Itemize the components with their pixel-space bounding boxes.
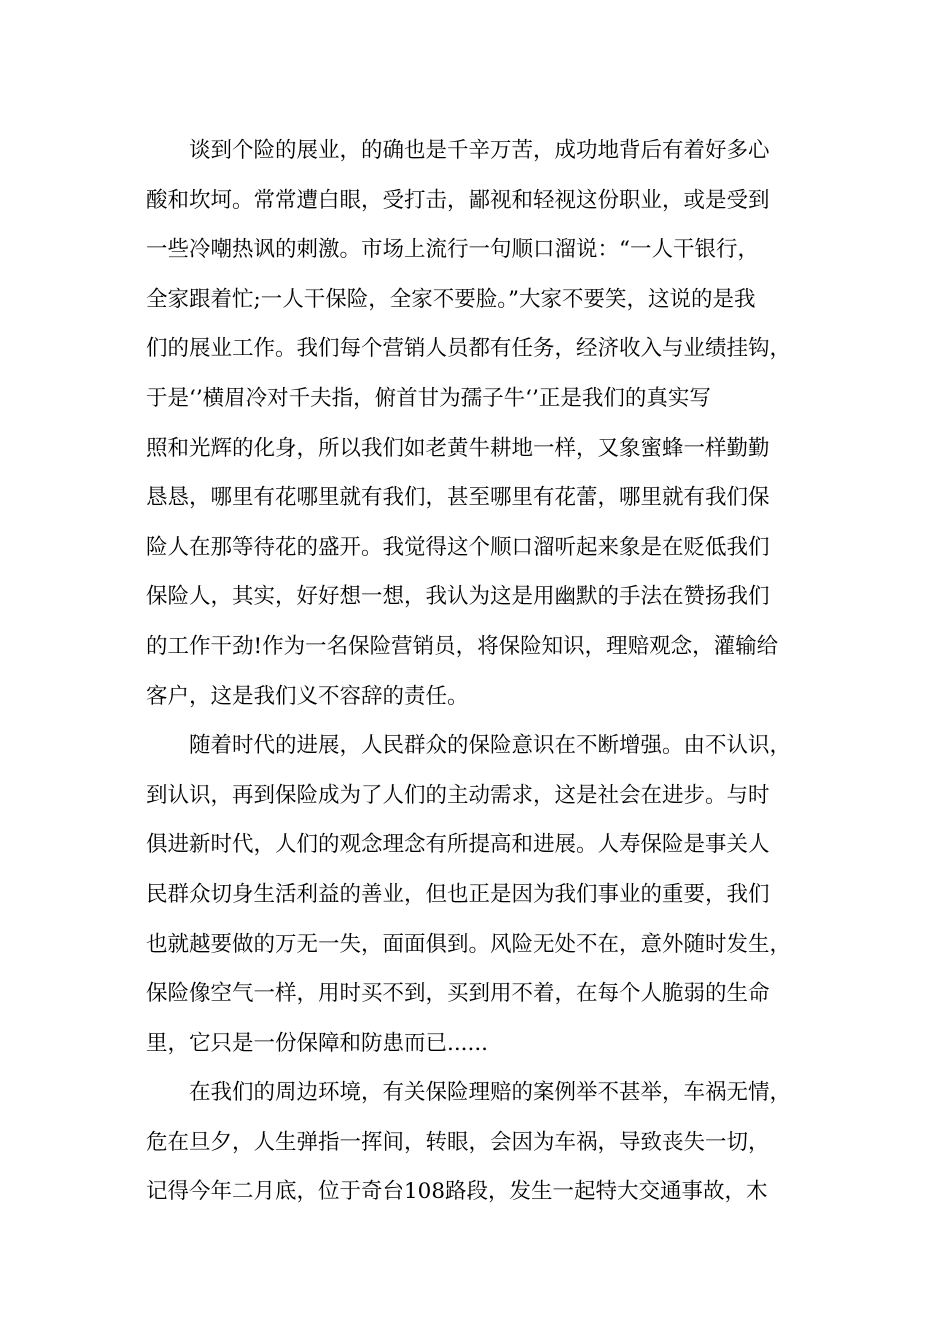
paragraph-1 — [146, 126, 816, 721]
text-line: 在我们的周边环境，有关保险理赔的案例举不甚举，车祸无情， — [189, 1080, 792, 1106]
text-line: 保险人，其实，好好想一想，我认为这是用幽默的手法在赞扬我们 — [146, 584, 770, 610]
text-line: 谈到个险的展业，的确也是千辛万苦，成功地背后有着好多心 — [189, 138, 770, 163]
text-line: 也就越要做的万无一失，面面俱到。风险无处不在，意外随时发生， — [146, 931, 792, 957]
text-line: 危在旦夕，人生弹指一挥间，转眼，会因为车祸，导致丧失一切， — [146, 1129, 770, 1155]
text-line: 随着时代的进展，人民群众的保险意识在不断增强。由不认识， — [189, 733, 792, 759]
text-line: 俱进新时代，人们的观念理念有所提高和进展。人寿保险是事关人 — [146, 832, 770, 858]
text-line: 险人在那等待花的盛开。我觉得这个顺口溜听起来象是在贬低我们 — [146, 534, 770, 560]
text-line: 们的展业工作。我们每个营销人员都有任务，经济收入与业绩挂钩， — [146, 336, 792, 362]
paragraph-3 — [146, 1068, 816, 1217]
text-line: 酸和坎坷。常常遭白眼，受打击，鄙视和轻视这份职业，或是受到 — [146, 187, 770, 213]
text-line: 恳恳，哪里有花哪里就有我们，甚至哪里有花蕾，哪里就有我们保 — [146, 485, 770, 511]
text-line: 全家跟着忙;一人干保险，全家不要脸。”大家不要笑，这说的是我 — [146, 286, 756, 312]
text-line: 保险像空气一样，用时买不到，买到用不着，在每个人脆弱的生命 — [146, 981, 770, 1007]
document-body — [146, 126, 816, 1217]
paragraph-2 — [146, 721, 816, 1068]
text-line: 于是‘’横眉冷对千夫指，俯首甘为孺子牛‘’正是我们的真实写 — [146, 385, 711, 411]
text-line: 的工作干劲!作为一名保险营销员，将保险知识，理赔观念，灌输给 — [146, 633, 779, 659]
text-line: 客户，这是我们义不容辞的责任。 — [146, 683, 469, 709]
text-line: 一些冷嘲热讽的刺激。市场上流行一句顺口溜说：“一人干银行， — [146, 237, 759, 263]
text-line: 记得今年二月底，位于奇台108路段，发生一起特大交通事故，木 — [146, 1179, 768, 1205]
text-line: 照和光辉的化身，所以我们如老黄牛耕地一样，又象蜜蜂一样勤勤 — [146, 435, 770, 461]
text-line: 民群众切身生活利益的善业，但也正是因为我们事业的重要，我们 — [146, 881, 770, 907]
text-line: 里，它只是一份保障和防患而已...... — [146, 1030, 489, 1056]
text-line: 到认识，再到保险成为了人们的主动需求，这是社会在进步。与时 — [146, 782, 770, 808]
